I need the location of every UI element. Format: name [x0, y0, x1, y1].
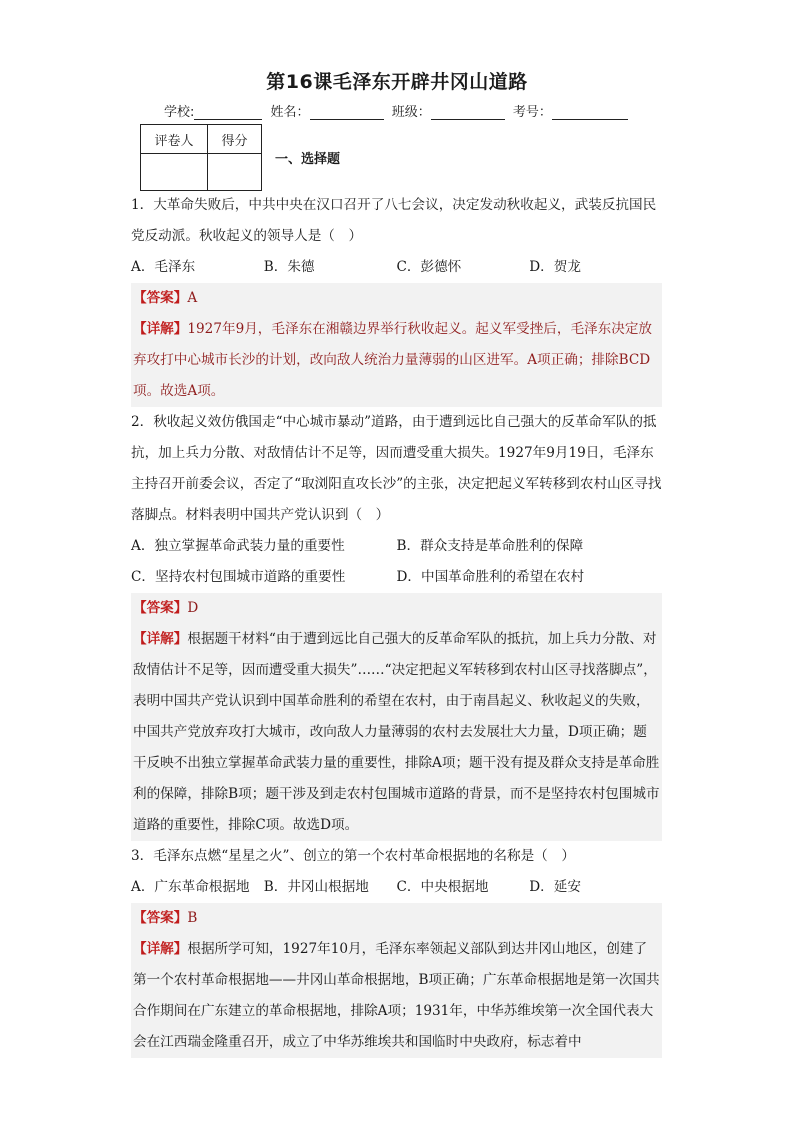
class-blank [431, 105, 505, 120]
question-3-answer-block [131, 903, 662, 1058]
question-list [131, 190, 662, 1058]
student-info-line [164, 101, 632, 120]
option-a: A．毛泽东 [131, 259, 196, 275]
exam-number-blank [552, 105, 628, 120]
detail-tag: 【详解】 [133, 631, 188, 647]
option-c: C．彭德怀 [396, 259, 462, 275]
section-title: 一、选择题 [275, 152, 341, 167]
option-d: D．延安 [529, 879, 581, 895]
name-blank [310, 105, 384, 120]
answer-tag: 【答案】 [133, 910, 188, 926]
question-1-text: 1．大革命失败后，中共中央在汉口召开了八七会议，决定发动秋收起义，武装反抗国民党反动派。秋收起义的领导人是（ ） [131, 197, 657, 244]
question-1-answer-block [131, 283, 662, 407]
detail-text: 根据所学可知，1927年10月，毛泽东率领起义部队到达井冈山地区，创建了第一个农村革命根据地——井冈山革命根据地，B项正确；广东革命根据地是第一次国共合作期间在广东建立的革命根据地，排除A项；1931年，中华苏维埃第一次全国代表大会在江西瑞金隆重召开，成立了中华苏维埃共和国临时中央政府，标志着中 [133, 941, 660, 1050]
school-label: 学校: [164, 105, 195, 120]
option-a: A．广东革命根据地 [131, 879, 250, 895]
score-header: 得分 [208, 125, 262, 154]
page-title: 第16课毛泽东开辟井冈山道路 [266, 71, 528, 93]
detail-text: 根据题干材料“由于遭到远比自己强大的反革命军队的抵抗，加上兵力分散、对敌情估计不足等，因而遭受重大损失”……“决定把起义军转移到农村山区寻找落脚点”，表明中国共产党认识到中国革命胜利的希望在农村，由于南昌起义、秋收起义的失败，中国共产党放弃攻打大城市，改向敌人力量薄弱的农村去发展壮大力量，D项正确；题干反映不出独立掌握革命武装力量的重要性，排除A项；题干没有提及群众支持是革命胜利的保障，排除B项；题干涉及到走农村包围城市道路的背景，而不是坚持农村包围城市道路的重要性，排除C项。故选D项。 [133, 631, 660, 833]
answer-value: D [187, 600, 199, 616]
detail-text: 1927年9月，毛泽东在湘赣边界举行秋收起义。起义军受挫后，毛泽东决定放弃攻打中心城市长沙的计划，改向敌人统治力量薄弱的山区进军。A项正确；排除BCD项。故选A项。 [133, 321, 653, 399]
question-2-options-row-1 [131, 531, 662, 562]
option-a: A．独立掌握革命武装力量的重要性 [131, 538, 345, 554]
question-3-text: 3．毛泽东点燃“星星之火”、创立的第一个农村革命根据地的名称是（ ） [131, 848, 575, 864]
question-2-answer-block [131, 593, 662, 841]
score-cell [208, 154, 262, 191]
grader-cell [141, 154, 208, 191]
option-b: B．群众支持是革命胜利的保障 [396, 538, 584, 554]
detail-tag: 【详解】 [133, 941, 188, 957]
question-2-text: 2．秋收起义效仿俄国走“中心城市暴动”道路，由于遭到远比自己强大的反革命军队的抵抗，加上兵力分散、对敌情估计不足等，因而遭受重大损失。1927年9月19日，毛泽东主持召开前委会议，否定了“取浏阳直攻长沙”的主张，决定把起义军转移到农村山区寻找落脚点。材料表明中国共产党认识到（ ） [131, 414, 662, 523]
answer-tag: 【答案】 [133, 290, 188, 306]
answer-tag: 【答案】 [133, 600, 188, 616]
score-table [140, 124, 262, 191]
detail-tag: 【详解】 [133, 321, 188, 337]
class-label: 班级： [391, 105, 431, 120]
option-b: B．朱德 [263, 259, 315, 275]
question-2-options-row-2 [131, 562, 662, 593]
answer-value: A [187, 290, 198, 306]
option-c: C．坚持农村包围城市道路的重要性 [131, 569, 346, 585]
answer-value: B [187, 910, 198, 926]
school-blank [194, 105, 262, 120]
question-3-options [131, 872, 662, 903]
option-b: B．井冈山根据地 [263, 879, 369, 895]
option-d: D．中国革命胜利的希望在农村 [396, 569, 585, 585]
option-c: C．中央根据地 [396, 879, 489, 895]
name-label: 姓名： [270, 105, 310, 120]
question-1-options [131, 252, 662, 283]
option-d: D．贺龙 [529, 259, 581, 275]
grader-header: 评卷人 [141, 125, 208, 154]
exam-number-label: 考号： [512, 105, 552, 120]
